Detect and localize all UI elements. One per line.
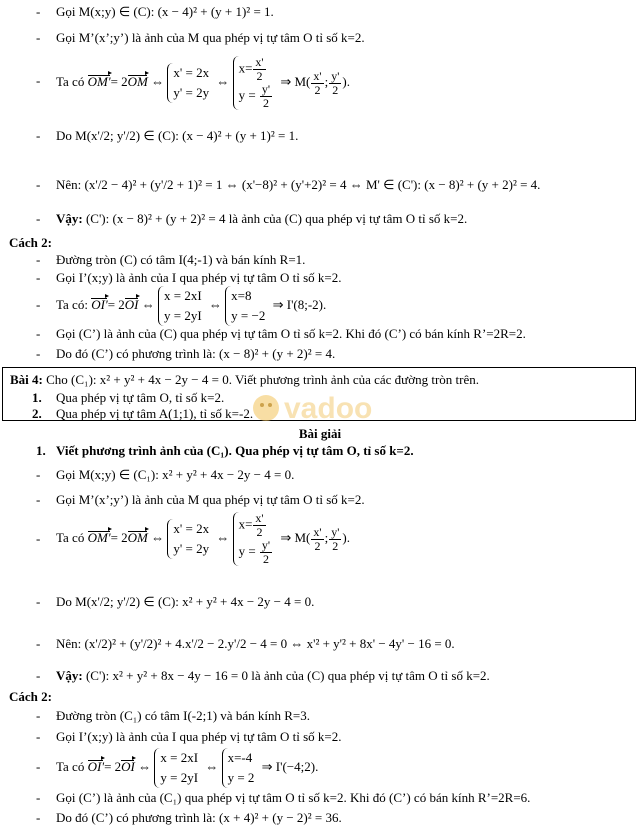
heading-cach-2: Cách 2: (9, 235, 52, 250)
vadoo-logo (248, 388, 408, 428)
equation-system: x= $\frac{x'}{2}$ y = $\frac{y'}{2}$ (233, 56, 278, 110)
vector-om: OM (127, 73, 148, 89)
heading-bai-giai: Bài giải (298, 426, 342, 441)
text: Gọi M(x;y) ∈ (C): (x − 4)² + (y + 1)² = 1. (56, 4, 274, 19)
equation-system: x' = 2x y' = 2y (167, 63, 213, 103)
heading-cach-2-b: Cách 2: (9, 689, 52, 704)
svg-text:vadoo: vadoo (284, 392, 373, 425)
document-page: - Gọi M(x;y) ∈ (C): (x − 4)² + (y + 1)² = 1. - Gọi M’(x’;y’) là ảnh của M qua phép vị tự tâm O tỉ số k=2. - Ta có OM'= 2OM ⇔ x' = 2x y' = 2y ⇔ x= $\frac{x'}{2}$ y = $\frac{y'}{2}$ ⇒ M( $\frac{x'}{2}$ ; $\frac{y'}{2}$ ). - Do M(x'/2; y'/2) ∈ (C): (x − 4)² + (y + 1)² = 1. - Nên: (x'/2 − 4)² + (y'/2 + 1)² = 1 ⇔ (x'−8)² + (y'+2)² = 4 ⇔ M' ∈ (C'): (x − 8)² + (y + 2)² = 4. - Vậy: (C'): (x − 8)² + (y + 2)² = 4 là ảnh của (C) qua phép vị tự tâm O tỉ số k=2. Cách 2: - Đường tròn (C) có tâm I(4;-1) và bán kính R=1. - Gọi I’(x;y) là ảnh của I qua phép vị tự tâm O tỉ số k=2. - Ta có: OI'= 2OI ⇔ x = 2xI y = 2yI ⇔ x=8 y = −2 ⇒ I'(8;-2). - Gọi (C’) là ảnh của (C) qua phép vị tự tâm O tỉ số k=2. Khi đó (C’) có bán kính R’=2R=2. - Do đó (C’) có phương trình là: (x − 8)² + (y + 2)² = 4. Bài 4: Cho (C₁): x² + y² + 4x − 2y − 4 = 0. Viết phương trình ảnh của các đường tròn trên. 1. Qua phép vị tự tâm O, tỉ số k=2. 2. Qua phép vị tự tâm A(1;1), tỉ số k=-2. vadoo Bài giải 1. Viết phương trình ảnh của (C₁). Qua phép vị tự tâm O, tỉ số k=2. - Gọi M(x;y) ∈ (C₁): x² + y² + 4x − 2y − 4 = 0. - Gọi M’(x’;y’) là ảnh của M qua phép vị tự tâm O tỉ số k=2. - Ta có OM'= 2OM ⇔ x' = 2x y' = 2y ⇔ x= $\frac{x'}{2}$ y = $\frac{y'}{2}$ ⇒ M( $\frac{x'}{2}$ ; $\frac{y'}{2}$ ). - Do M(x'/2; y'/2) ∈ (C): x² + y² + 4x − 2y − 4 = 0. - Nên: (x'/2)² + (y'/2)² + 4.x'/2 − 2.y'/2 − 4 = 0 ⇔ x'² + y'² + 8x' − 4y' − 16 = 0. - Vậy: (C'): x² + y² + 8x − 4y − 16 = 0 là ảnh của (C) qua phép vị tự tâm O tỉ số k=2. Cách 2: - Đường tròn (C₁) có tâm I(-2;1) và bán kính R=3. - Gọi I’(x;y) là ảnh của I qua phép vị tự tâm O tỉ số k=2. - Ta có OI'= 2OI ⇔ x = 2xI y = 2yI ⇔ x=-4 y = 2 ⇒ I'(−4;2). - Gọi (C’) là ảnh của (C₁) qua phép vị tự tâm O tỉ số k=2. Khi đó (C’) có bán kính R’=2R=6. - Do đó (C’) có phương trình là: (x + 4)² + (y − 2)² = 36. (0, 0, 640, 831)
vector-om-prime: OM' (87, 73, 111, 89)
